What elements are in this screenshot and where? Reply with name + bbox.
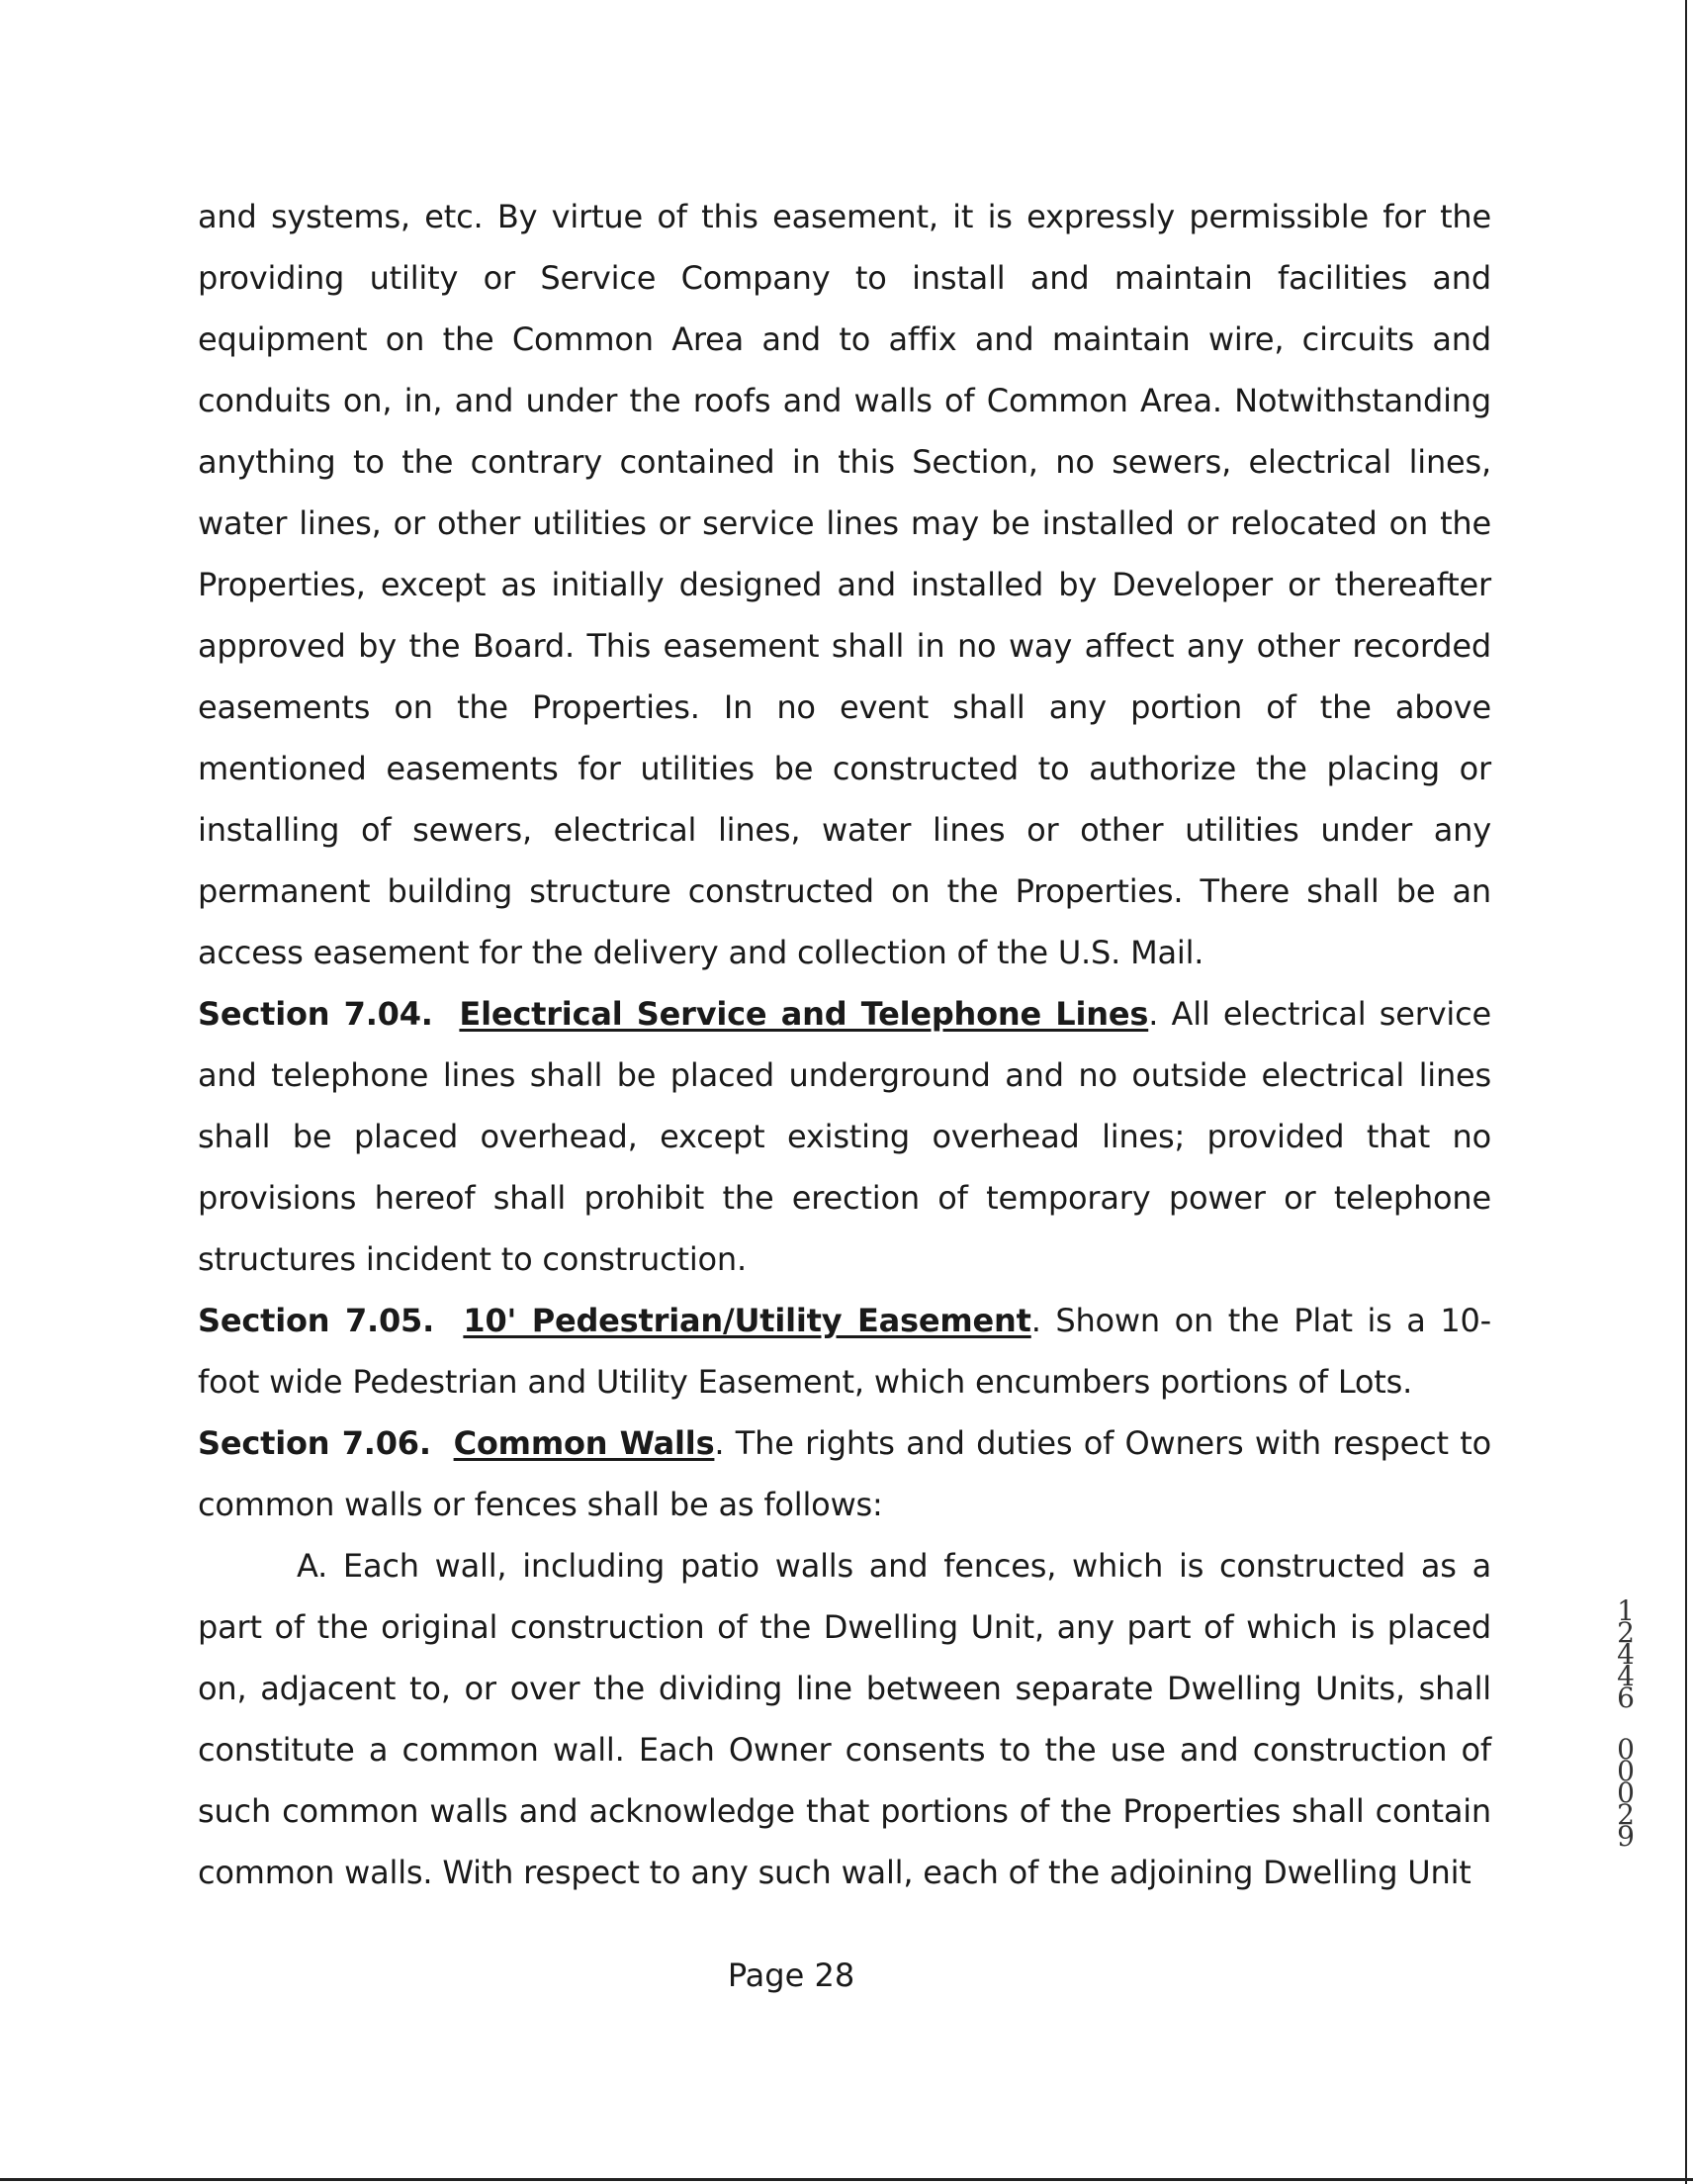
page-number: Page 28 [727,1956,855,1994]
scan-bottom-edge-line [0,2178,1693,2181]
scan-right-edge-line [1685,0,1687,2184]
section-text: . The rights and duties of Owners with respect to common walls or fences shall be as follows: [198,1424,1491,1523]
section-7-05 [198,1290,1491,1412]
section-title: Common Walls [453,1424,715,1462]
section-title: Electrical Service and Telephone Lines [459,995,1149,1033]
recording-number [1614,1594,1638,1853]
recording-number-part-1: 12446 [1617,1594,1635,1714]
paragraph-utility-easement: and systems, etc. By virtue of this easement, it is expressly permissible for the providing utility or Service Company to install and maintain facilities and equipment on the Common Area and to affix and maintain wire, circuits and conduits on, in, and under the roofs and walls of Common Area. Notwithstanding anything to the contrary contained in this Section, no sewers, electrical lines, water lines, or other utilities or service lines may be installed or relocated on the Properties, except as initially designed and installed by Developer or thereafter approved by the Board. This easement shall in no way affect any other recorded easements on the Properties. In no event shall any portion of the above mentioned easements for utilities be constructed to authorize the placing or installing of sewers, electrical lines, water lines or other utilities under any permanent building structure constructed on the Properties. There shall be an access easement for the delivery and collection of the U.S. Mail. [198,198,1491,971]
section-7-04 [198,983,1491,1290]
subparagraph-a: A. Each wall, including patio walls and fences, which is constructed as a part of the original construction of the Dwelling Unit, any part of which is placed on, adjacent to, or over the dividing line between separate Dwelling Units, shall constitute a common wall. Each Owner consents to the use and construction of such common walls and acknowledge that portions of the Properties shall contain common walls. With respect to any such wall, each of the adjoining Dwelling Unit [198,1547,1491,1891]
section-title: 10' Pedestrian/Utility Easement [463,1302,1031,1339]
recording-number-part-2: 00029 [1617,1733,1635,1853]
section-7-06 [198,1412,1491,1535]
section-number: Section 7.04. [198,995,433,1033]
section-text: . All electrical service and telephone lines shall be placed underground and no outside electrical lines shall be placed overhead, except existing overhead lines; provided that no provisions hereof shall prohibit the erection of temporary power or telephone structures incident to construction. [198,995,1491,1278]
section-text: . Shown on the Plat is a 10-foot wide Pedestrian and Utility Easement, which encumbers portions of Lots. [198,1302,1491,1401]
section-number: Section 7.06. [198,1424,431,1462]
document-body [198,186,1491,1903]
section-number: Section 7.05. [198,1302,435,1339]
